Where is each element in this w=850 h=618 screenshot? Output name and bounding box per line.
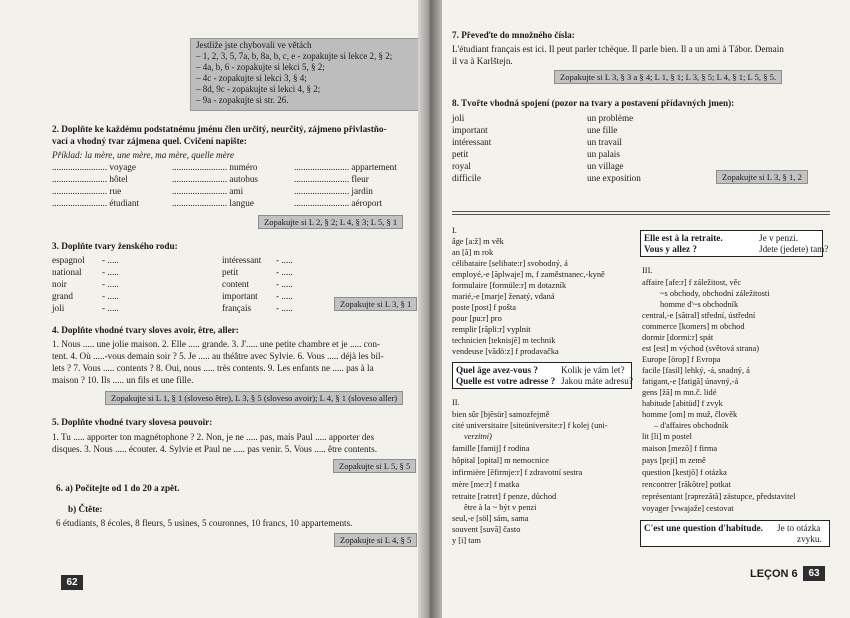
- ex8-left-word: petit: [452, 149, 469, 159]
- page-number: 62: [61, 575, 83, 590]
- vocab-entry: dormir [dormi:r] spát: [642, 333, 714, 342]
- vocab-entry: homme d'~s obchodník: [660, 300, 739, 309]
- vocab-entry: fatigant,-e [fatigã] únavný,-á: [642, 377, 739, 386]
- ex8-right-word: un village: [587, 161, 624, 171]
- vocab-entry: être à la ~ být v penzi: [464, 503, 537, 512]
- ex2-row: ........................ aéroport: [294, 198, 383, 208]
- ex3-blank: - .....: [102, 279, 119, 289]
- ex2-row: ........................ appartement: [294, 162, 397, 172]
- ex3-title: 3. Doplňte tvary ženského rodu:: [52, 241, 178, 251]
- phrase-box-habitude: [640, 520, 830, 547]
- ex8-left-word: difficile: [452, 173, 481, 183]
- hint-box: [190, 38, 422, 111]
- vocab-entry: vendeuse [vãdö:z] f prodavačka: [452, 347, 559, 356]
- ex3-review-reference: Zopakujte si L 3, § 1: [334, 297, 417, 311]
- ex8-right-word: un problème: [587, 113, 634, 123]
- ex3-word: intéressant: [222, 255, 262, 265]
- phrase-box-age: [452, 362, 632, 389]
- ex4-line: 1. Nous ..... une jolie maison. 2. Elle ..... grande. 3. J'..... une petite chambre et je ..... con-: [52, 339, 380, 349]
- hint-line: – 1, 2, 3, 5, 7a, b, 8a, b, c, e - zopakujte si lekce 2, § 2;: [196, 51, 393, 61]
- vocab-entry: famille [famij] f rodina: [452, 444, 530, 453]
- ex8-left-word: intéressant: [452, 137, 492, 147]
- ex4-review-reference: Zopakujte si L 1, § 1 (sloveso être), L 3, § 5 (sloveso avoir); L 4, § 1 (sloveso aller): [105, 391, 403, 405]
- ex6-title-b: b) Čtěte:: [68, 504, 103, 514]
- hint-line: – 8d, 9c - zopakujte si lekci 4, § 2;: [196, 84, 321, 94]
- ex3-blank: - .....: [102, 291, 119, 301]
- vocab-entry: seul,-e [söl] sám, sama: [452, 514, 529, 523]
- phrase-answer: Jdete (jedete) tam?: [759, 244, 829, 254]
- right-page: [430, 0, 850, 618]
- vocab-entry: mère [me:r] f matka: [452, 480, 520, 489]
- ex3-word: petit: [222, 267, 239, 277]
- ex6-line: 6 étudiants, 8 écoles, 8 fleurs, 5 usines, 5 couronnes, 10 francs, 10 appartements.: [56, 518, 353, 528]
- ex2-row: ........................ hôtel: [52, 174, 128, 184]
- vocab-entry: maison [mezõ] f firma: [642, 444, 718, 453]
- hint-line: Jestliže jste chybovali ve větách: [196, 40, 312, 50]
- vocab-entry: remplir [rãpli:r] vyplnit: [452, 325, 531, 334]
- vocab-entry: voyager [vwajaže] cestovat: [642, 504, 734, 513]
- ex3-word: français: [222, 303, 252, 313]
- vocab-entry: âge [a:ž] m věk: [452, 237, 504, 246]
- ex2-review-reference: Zopakujte si L 2, § 2; L 4, § 3; L 5, § 1: [258, 215, 403, 229]
- vocab-entry: célibataire [selibate:r] svobodný, á: [452, 259, 568, 268]
- vocab-entry: employé,-e [ãplwaje] m, f zaměstnanec,-kyně: [452, 270, 605, 279]
- ex2-row: ........................ ami: [172, 186, 244, 196]
- vocab-entry: question [kestjõ] f otázka: [642, 468, 727, 477]
- phrase-answer: Jakou máte adresu?: [561, 376, 633, 386]
- ex3-blank: - .....: [276, 291, 293, 301]
- section-divider: [452, 214, 830, 215]
- vocab-entry: – d'affaires obchodník: [654, 421, 729, 430]
- ex5-review-reference: Zopakujte si L 5, § 5: [333, 459, 416, 473]
- ex3-word: grand: [52, 291, 73, 301]
- section-divider: [452, 211, 830, 212]
- vocab-entry: homme [om] m muž, člověk: [642, 410, 738, 419]
- vocab-entry: retraite [rətrɛt] f penze, důchod: [452, 492, 557, 501]
- ex7-line: il va à Karlštejn.: [452, 56, 513, 66]
- ex3-blank: - .....: [276, 303, 293, 313]
- ex3-blank: - .....: [102, 255, 119, 265]
- vocab-entry: technicien [teknisjẽ] m technik: [452, 336, 556, 345]
- ex8-left-word: royal: [452, 161, 471, 171]
- vocab-entry: I.: [452, 226, 457, 235]
- ex2-example: Příklad: la mère, une mère, ma mère, quelle mère: [52, 150, 235, 160]
- ex8-right-word: une fille: [587, 125, 618, 135]
- phrase-question: C'est une question d'habitude.: [644, 523, 763, 533]
- hint-line: – 4c - zopakujte si lekci 3, § 4;: [196, 73, 307, 83]
- ex2-title-line1: 2. Doplňte ke každému podstatnému jménu člen určitý, neurčitý, zájmeno přivlastňo-: [52, 124, 387, 134]
- vocab-entry: souvent [suvã] často: [452, 525, 521, 534]
- vocab-entry: représentant [rəprezãtã] zástupce, představitel: [642, 492, 796, 501]
- ex2-row: ........................ fleur: [294, 174, 369, 184]
- vocab-entry: gens [žã] m mn.č. lidé: [642, 388, 717, 397]
- ex2-row: ........................ étudiant: [52, 198, 140, 208]
- ex8-right-word: une exposition: [587, 173, 641, 183]
- phrase-box-retraite: [640, 230, 829, 257]
- vocab-entry: lit [li] m postel: [642, 432, 693, 441]
- vocab-entry: poste [post] f pošta: [452, 303, 516, 312]
- ex7-line: L'étudiant français est ici. Il peut parler tchèque. Il parle bien. Il a un ami à Tábor. Demain: [452, 44, 784, 54]
- vocab-entry: III.: [642, 266, 653, 275]
- ex5-line: disques. 3. Nous ..... écouter. 4. Sylvie et Paul ne ..... pas venir. 5. Vous ..... être contents.: [52, 444, 378, 454]
- vocab-entry: rencontrer [rãkõtre] potkat: [642, 480, 731, 489]
- ex2-row: ........................ jardin: [294, 186, 373, 196]
- ex2-row: ........................ voyage: [52, 162, 136, 172]
- book-gutter: [418, 0, 442, 618]
- ex7-review-reference: Zopakujte si L 3, § 3 a § 4; L 1, § 1; L 3, § 5; L 4, § 1; L 5, § 5.: [554, 70, 782, 84]
- vocab-entry: an [ã] m rok: [452, 248, 494, 257]
- phrase-answer: Je v penzi.: [759, 233, 799, 243]
- phrase-question: Quelle est votre adresse ?: [456, 376, 556, 386]
- hint-line: – 9a - zopakujte si str. 26.: [196, 95, 289, 105]
- vocab-entry: central,-e [sãtral] střední, ústřední: [642, 311, 756, 320]
- ex3-word: national: [52, 267, 82, 277]
- phrase-answer: zvyku.: [797, 534, 822, 544]
- vocab-entry: verzitní): [464, 432, 492, 441]
- ex8-left-word: joli: [452, 113, 465, 123]
- ex5-line: 1. Tu ..... apporter ton magnétophone ? 2. Non, je ne ..... pas, mais Paul ..... apporter des: [52, 432, 375, 442]
- phrase-question: Elle est à la retraite.: [644, 233, 723, 243]
- ex3-word: joli: [52, 303, 65, 313]
- vocab-entry: pour [pu:r] pro: [452, 314, 502, 323]
- phrase-question: Quel âge avez-vous ?: [456, 365, 538, 375]
- ex3-blank: - .....: [102, 267, 119, 277]
- vocab-entry: y [i] tam: [452, 536, 481, 545]
- ex3-word: espagnol: [52, 255, 85, 265]
- phrase-answer: Je to otázka: [777, 523, 821, 533]
- lesson-footer-title: LEÇON 6: [750, 568, 798, 580]
- vocab-entry: habitude [abitüd] f zvyk: [642, 399, 723, 408]
- ex8-right-word: un palais: [587, 149, 620, 159]
- ex4-line: maison ? 10. Ils ..... un fils et une fille.: [52, 375, 194, 385]
- vocab-entry: II.: [452, 398, 460, 407]
- vocab-entry: cité universitaire [siteüniversite:r] f kolej (uni-: [452, 421, 608, 430]
- ex8-title: 8. Tvořte vhodná spojení (pozor na tvary a postavení přídavných jmen):: [452, 98, 735, 108]
- ex8-right-word: un travail: [587, 137, 622, 147]
- hint-line: – 4a, b, 6 - zopakujte si lekci 5, § 2;: [196, 62, 325, 72]
- vocab-entry: bien sûr [bjẽsür] samozřejmě: [452, 410, 550, 419]
- ex2-row: ........................ rue: [52, 186, 122, 196]
- ex5-title: 5. Doplňte vhodné tvary slovesa pouvoir:: [52, 417, 213, 427]
- ex3-blank: - .....: [276, 255, 293, 265]
- ex8-review-reference: Zopakujte si L 3, § 1, 2: [716, 170, 808, 184]
- ex2-title-line2: vací a vhodný tvar zájmena quel. Cvičení napište:: [52, 136, 247, 146]
- vocab-entry: formulaire [formüle:r] m dotazník: [452, 281, 567, 290]
- vocab-entry: infirmière [ẽfirmje:r] f zdravotní sestra: [452, 468, 583, 477]
- ex3-word: important: [222, 291, 258, 301]
- vocab-entry: ~s obchody, obchodní záležitosti: [660, 289, 770, 298]
- vocab-entry: facile [fasil] lehký, -á, snadný, á: [642, 366, 750, 375]
- vocab-entry: est [est] m východ (světová strana): [642, 344, 759, 353]
- vocab-entry: affaire [afe:r] f záležitost, věc: [642, 278, 742, 287]
- ex3-blank: - .....: [102, 303, 119, 313]
- phrase-question: Vous y allez ?: [644, 244, 698, 254]
- vocab-entry: pays [pɛji] m země: [642, 456, 706, 465]
- ex3-word: noir: [52, 279, 67, 289]
- ex4-line: lets ? 7. Vous ..... contents ? 8. Oui, nous ..... très contents. 9. Les enfants ne ..... pas à la: [52, 363, 374, 373]
- ex2-row: ........................ numéro: [172, 162, 258, 172]
- ex6-review-reference: Zopakujte si L 4, § 5: [334, 533, 417, 547]
- ex4-line: tent. 4. Où .....-vous demain soir ? 5. Je ..... au théâtre avec Sylvie. 6. Vous ..... déjà les bil-: [52, 351, 384, 361]
- phrase-answer: Kolik je vám let?: [561, 365, 625, 375]
- ex3-word: content: [222, 279, 250, 289]
- page-number: 63: [803, 566, 825, 581]
- ex7-title: 7. Převeďte do množného čísla:: [452, 30, 575, 40]
- ex2-row: ........................ langue: [172, 198, 254, 208]
- vocab-entry: marié,-e [marje] ženatý, vdaná: [452, 292, 555, 301]
- ex2-row: ........................ autobus: [172, 174, 259, 184]
- vocab-entry: Europe [örop] f Evropa: [642, 355, 721, 364]
- ex3-blank: - .....: [276, 279, 293, 289]
- vocab-entry: commerce [komers] m obchod: [642, 322, 745, 331]
- ex4-title: 4. Doplňte vhodné tvary sloves avoir, être, aller:: [52, 325, 239, 335]
- ex3-blank: - .....: [276, 267, 293, 277]
- vocab-entry: hôpital [opital] m nemocnice: [452, 456, 549, 465]
- ex6-title-a: 6. a) Počítejte od 1 do 20 a zpět.: [56, 483, 180, 493]
- ex8-left-word: important: [452, 125, 488, 135]
